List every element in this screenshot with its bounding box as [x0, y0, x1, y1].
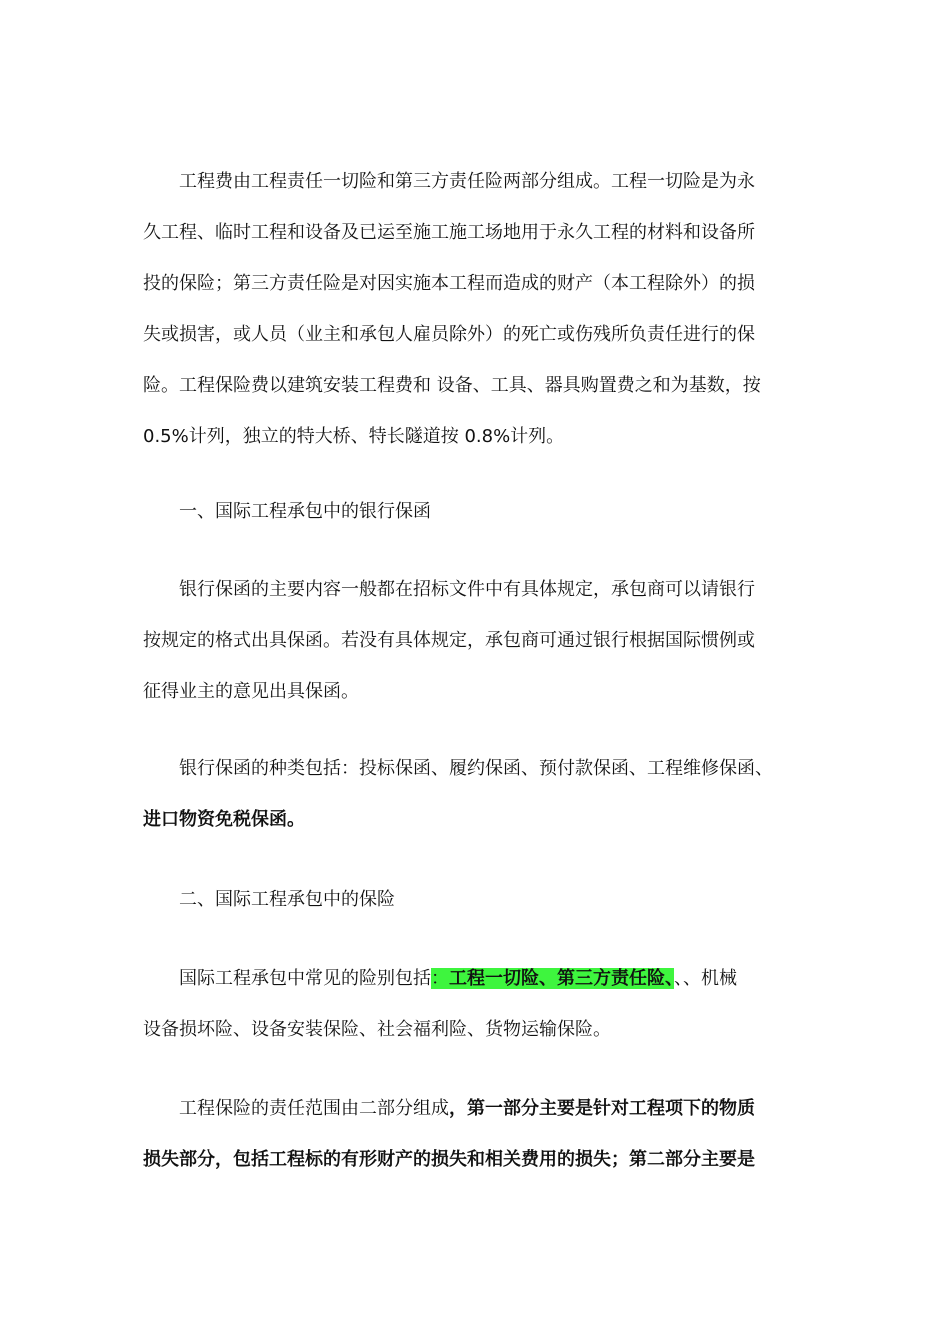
text-line: 按规定的格式出具保函。若没有具体规定，承包商可通过银行根据国际惯例或: [143, 630, 755, 651]
text-line: [143, 953, 808, 1004]
text-line: [143, 1083, 808, 1134]
text-line: 久工程、临时工程和设备及已运至施工施工场地用于永久工程的材料和设备所: [143, 222, 755, 243]
bold-text-segment: ，第一部分主要是针对工程项下的物质: [449, 1098, 755, 1119]
paragraph-bank-guarantee-types: [143, 743, 808, 845]
text-line: 征得业主的意见出具保函。: [143, 681, 359, 702]
section-heading-insurance: [143, 874, 808, 925]
text-line: 银行保函的主要内容一般都在招标文件中有具体规定，承包商可以请银行: [179, 579, 755, 600]
text-line: 工程费由工程责任一切险和第三方责任险两部分组成。工程一切险是为永: [179, 171, 755, 192]
text-line-bold: 损失部分，包括工程标的有形财产的损失和相关费用的损失；第二部分主要是: [143, 1149, 755, 1170]
highlighted-bold-text: 工程一切险、第三方责任险、: [449, 968, 674, 989]
section-heading-bank-guarantee: [143, 486, 808, 537]
highlighted-colon: ：: [431, 968, 449, 989]
text-segment: 、、机械: [674, 968, 737, 989]
text-line: 银行保函的种类包括：投标保函、履约保函、预付款保函、工程维修保函、: [179, 758, 773, 779]
text-line: 0.5%计列，独立的特大桥、特长隧道按 0.8%计列。: [143, 426, 565, 447]
text-segment: 工程保险的责任范围由二部分组成: [179, 1098, 449, 1119]
text-segment: 国际工程承包中常见的险别包括: [179, 968, 431, 989]
text-line: 失或损害，或人员（业主和承包人雇员除外）的死亡或伤残所负责任进行的保: [143, 324, 755, 345]
text-line-bold: 进口物资免税保函。: [143, 809, 305, 830]
paragraph-insurance-types: [143, 953, 808, 1055]
heading-text: 一、国际工程承包中的银行保函: [179, 501, 431, 522]
paragraph-bank-guarantee-content: [143, 564, 808, 717]
heading-text: 二、国际工程承包中的保险: [179, 889, 395, 910]
text-line: 投的保险；第三方责任险是对因实施本工程而造成的财产（本工程除外）的损: [143, 273, 755, 294]
text-line: 设备损坏险、设备安装保险、社会福利险、货物运输保险。: [143, 1019, 611, 1040]
paragraph-engineering-insurance-fee: [143, 156, 808, 462]
text-line: 险。工程保险费以建筑安装工程费和 设备、工具、器具购置费之和为基数，按: [143, 375, 761, 396]
paragraph-insurance-scope: [143, 1083, 808, 1185]
